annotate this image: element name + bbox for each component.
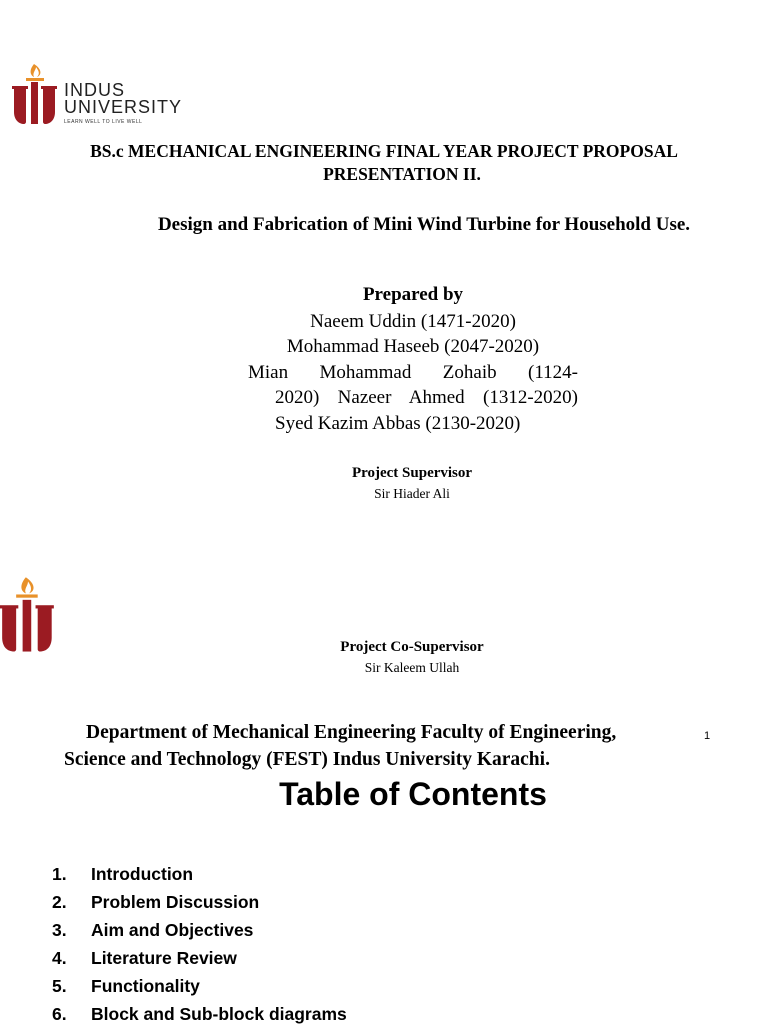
prepared-by-block [248, 282, 578, 436]
toc-item-number: 4. [52, 948, 67, 968]
toc-item-label: Literature Review [91, 948, 237, 968]
toc-item-number: 6. [52, 1004, 67, 1024]
team-member: 2020) Nazeer Ahmed (1312-2020) [275, 387, 578, 408]
toc-item [52, 972, 347, 1000]
team-member: Naeem Uddin (1471-2020) [310, 310, 516, 332]
university-wordmark [64, 82, 182, 125]
toc-item-number: 2. [52, 892, 67, 912]
department-statement: Department of Mechanical Engineering Faculty of Engineering, Science and Technology (FEST) Indus University Karachi. [64, 722, 617, 770]
toc-item-number: 3. [52, 920, 67, 940]
co-supervisor-label: Project Co-Supervisor [340, 639, 484, 655]
toc-item-number: 5. [52, 976, 67, 996]
supervisor-label: Project Supervisor [351, 465, 473, 481]
university-tagline: LEARN WELL TO LIVE WELL [64, 119, 143, 125]
toc-item-label: Introduction [91, 864, 194, 884]
toc-item-label: Functionality [91, 976, 200, 996]
university-name-line2: UNIVERSITY [64, 97, 183, 117]
team-member: Syed Kazim Abbas (2130-2020) [275, 412, 521, 434]
toc-title: Table of Contents [279, 776, 547, 812]
page-number: 1 [704, 730, 711, 742]
toc-item [52, 916, 347, 944]
team-member: Mian Mohammad Zohaib (1124- [248, 361, 578, 383]
program-heading-line2: PRESENTATION II. [323, 164, 481, 184]
toc-item [52, 888, 347, 916]
university-name-line1: INDUS [64, 80, 126, 100]
toc-item [52, 944, 347, 972]
prepared-by-label: Prepared by [362, 284, 464, 305]
toc-item-label: Problem Discussion [91, 892, 260, 912]
co-supervisor-name: Sir Kaleem Ullah [364, 660, 460, 675]
university-torch-logo-icon [12, 60, 64, 130]
toc-item-number: 1. [52, 864, 67, 884]
toc-list [52, 860, 347, 1028]
project-title: Design and Fabrication of Mini Wind Turbine for Household Use. [157, 214, 691, 235]
toc-item-label: Block and Sub-block diagrams [91, 1004, 347, 1024]
toc-item-label: Aim and Objectives [91, 920, 254, 940]
supervisor-name: Sir Hiader Ali [374, 486, 450, 501]
program-heading-line1: BS.c MECHANICAL ENGINEERING FINAL YEAR PROJECT PROPOSAL [90, 141, 678, 161]
team-member: Mohammad Haseeb (2047-2020) [286, 336, 540, 357]
university-logo [12, 60, 217, 130]
toc-item [52, 860, 347, 888]
